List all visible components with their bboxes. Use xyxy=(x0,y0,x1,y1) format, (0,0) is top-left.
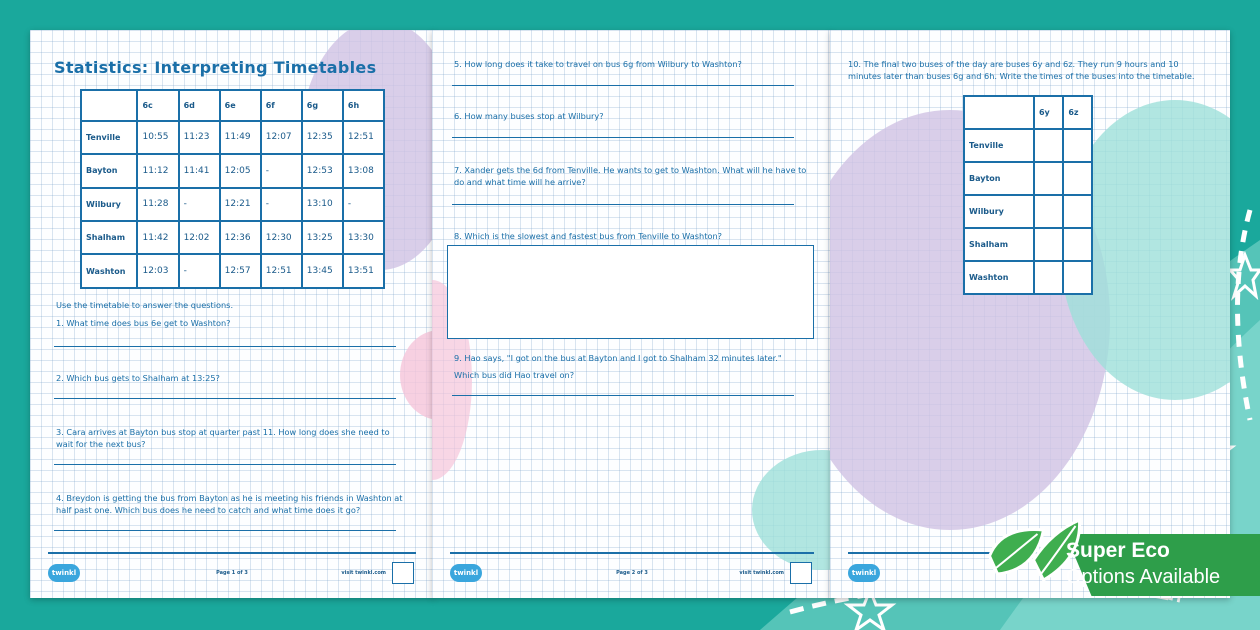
question-10: 10. The final two buses of the day are buses 6y and 6z. They run 9 hours and 10 minutes later than buses 6g and 6h. Write the times of the buses into the timetable. xyxy=(848,59,1195,81)
table-cell: 13:45 xyxy=(302,254,343,288)
answer-cell[interactable] xyxy=(1034,228,1063,261)
table-cell: 12:53 xyxy=(302,154,343,187)
answer-line[interactable] xyxy=(452,85,794,86)
answer-cell[interactable] xyxy=(1034,261,1063,294)
question-4: 4. Breydon is getting the bus from Bayton as he is meeting his friends in Washton at half past one. Which bus does he need to catch and what time does it go? xyxy=(56,493,403,515)
table-cell: 12:05 xyxy=(220,154,261,187)
table-row xyxy=(964,228,1092,261)
table-row xyxy=(964,129,1092,162)
table-header xyxy=(81,90,137,121)
page-number: Page 2 of 3 xyxy=(616,570,648,576)
answer-line[interactable] xyxy=(452,137,794,138)
question-1: 1. What time does bus 6e get to Washton? xyxy=(56,318,231,328)
stop-name: Bayton xyxy=(964,162,1034,195)
table-cell: - xyxy=(261,188,302,221)
stop-name: Wilbury xyxy=(964,195,1034,228)
question-8: 8. Which is the slowest and fastest bus from Tenville to Washton? xyxy=(454,231,722,241)
worksheet-page-1 xyxy=(30,30,434,598)
table-cell: 11:23 xyxy=(179,121,220,154)
question-3: 3. Cara arrives at Bayton bus stop at quarter past 11. How long does she need to wait for the next bus? xyxy=(56,427,390,449)
table-row xyxy=(964,195,1092,228)
answer-cell[interactable] xyxy=(1034,129,1063,162)
table-cell: - xyxy=(343,188,384,221)
table-header: 6h xyxy=(343,90,384,121)
table-header: 6e xyxy=(220,90,261,121)
table-cell: 11:42 xyxy=(137,221,178,254)
answer-cell[interactable] xyxy=(1034,162,1063,195)
table-row xyxy=(81,254,384,288)
question-9: 9. Hao says, "I got on the bus at Bayton and I got to Shalham 32 minutes later." xyxy=(454,353,782,363)
eco-line-1: Super Eco xyxy=(1066,539,1170,562)
question-7: 7. Xander gets the 6d from Tenville. He wants to get to Washton. What will he have to do and what time will he arrive? xyxy=(454,165,807,187)
footer-divider xyxy=(450,552,814,554)
twinkl-logo: twinkl xyxy=(450,564,482,582)
table-cell: 12:51 xyxy=(343,121,384,154)
table-header-row xyxy=(964,96,1092,129)
table-cell: 12:35 xyxy=(302,121,343,154)
table-row xyxy=(964,261,1092,294)
stop-name: Tenville xyxy=(81,121,137,154)
quality-badge-icon xyxy=(790,562,812,584)
table-row xyxy=(81,188,384,221)
question-9-sub: Which bus did Hao travel on? xyxy=(454,370,575,380)
table-cell: 12:30 xyxy=(261,221,302,254)
table-cell: 12:21 xyxy=(220,188,261,221)
table-header-row xyxy=(81,90,384,121)
stop-name: Washton xyxy=(964,261,1034,294)
table-cell: 12:02 xyxy=(179,221,220,254)
table-cell: 10:55 xyxy=(137,121,178,154)
table-cell: 12:03 xyxy=(137,254,178,288)
answer-line[interactable] xyxy=(54,398,396,399)
table-cell: 12:36 xyxy=(220,221,261,254)
table-cell: - xyxy=(261,154,302,187)
table-cell: 13:10 xyxy=(302,188,343,221)
table-header: 6c xyxy=(137,90,178,121)
stop-name: Shalham xyxy=(964,228,1034,261)
answer-cell[interactable] xyxy=(1063,195,1092,228)
stop-name: Bayton xyxy=(81,154,137,187)
table-header: 6z xyxy=(1063,96,1092,129)
question-5: 5. How long does it take to travel on bus 6g from Wilbury to Washton? xyxy=(454,59,742,69)
table-cell: 11:49 xyxy=(220,121,261,154)
table-cell: 11:12 xyxy=(137,154,178,187)
super-eco-label xyxy=(1066,538,1220,590)
stop-name: Shalham xyxy=(81,221,137,254)
table-cell: 12:57 xyxy=(220,254,261,288)
table-row xyxy=(81,221,384,254)
table-cell: 11:28 xyxy=(137,188,178,221)
footer-divider xyxy=(48,552,416,554)
table-cell: 12:07 xyxy=(261,121,302,154)
table-cell: 13:30 xyxy=(343,221,384,254)
worksheet-page-2 xyxy=(432,30,832,598)
stop-name: Washton xyxy=(81,254,137,288)
timetable xyxy=(80,89,385,289)
answer-cell[interactable] xyxy=(1063,228,1092,261)
stop-name: Tenville xyxy=(964,129,1034,162)
question-2: 2. Which bus gets to Shalham at 13:25? xyxy=(56,373,220,383)
question-6: 6. How many buses stop at Wilbury? xyxy=(454,111,604,121)
twinkl-logo: twinkl xyxy=(48,564,80,582)
answer-line[interactable] xyxy=(452,204,794,205)
table-cell: 12:51 xyxy=(261,254,302,288)
page-footer xyxy=(30,552,434,598)
stop-name: Wilbury xyxy=(81,188,137,221)
table-row xyxy=(81,154,384,187)
answer-line[interactable] xyxy=(54,346,396,347)
table-cell: - xyxy=(179,254,220,288)
answer-cell[interactable] xyxy=(1034,195,1063,228)
eco-line-2: Options Available xyxy=(1066,566,1221,588)
page-number: Page 1 of 3 xyxy=(216,570,248,576)
twinkl-logo: twinkl xyxy=(848,564,880,582)
table-row xyxy=(964,162,1092,195)
page-footer xyxy=(432,552,832,598)
table-cell: - xyxy=(179,188,220,221)
answer-cell[interactable] xyxy=(1063,261,1092,294)
instructions: Use the timetable to answer the questions. xyxy=(56,300,234,310)
visit-link[interactable]: visit twinkl.com xyxy=(739,570,784,576)
table-header: 6d xyxy=(179,90,220,121)
table-cell: 13:08 xyxy=(343,154,384,187)
table-cell: 11:41 xyxy=(179,154,220,187)
table-row xyxy=(81,121,384,154)
answer-box[interactable] xyxy=(447,245,814,339)
table-header: 6f xyxy=(261,90,302,121)
answer-cell[interactable] xyxy=(1063,162,1092,195)
table-header xyxy=(964,96,1034,129)
answer-cell[interactable] xyxy=(1063,129,1092,162)
visit-link[interactable]: visit twinkl.com xyxy=(341,570,386,576)
table-cell: 13:51 xyxy=(343,254,384,288)
answer-line[interactable] xyxy=(54,464,396,465)
table-header: 6y xyxy=(1034,96,1063,129)
blank-timetable xyxy=(963,95,1093,295)
quality-badge-icon xyxy=(392,562,414,584)
table-cell: 13:25 xyxy=(302,221,343,254)
answer-line[interactable] xyxy=(54,530,396,531)
page-title: Statistics: Interpreting Timetables xyxy=(54,58,377,77)
table-header: 6g xyxy=(302,90,343,121)
answer-line[interactable] xyxy=(452,395,794,396)
